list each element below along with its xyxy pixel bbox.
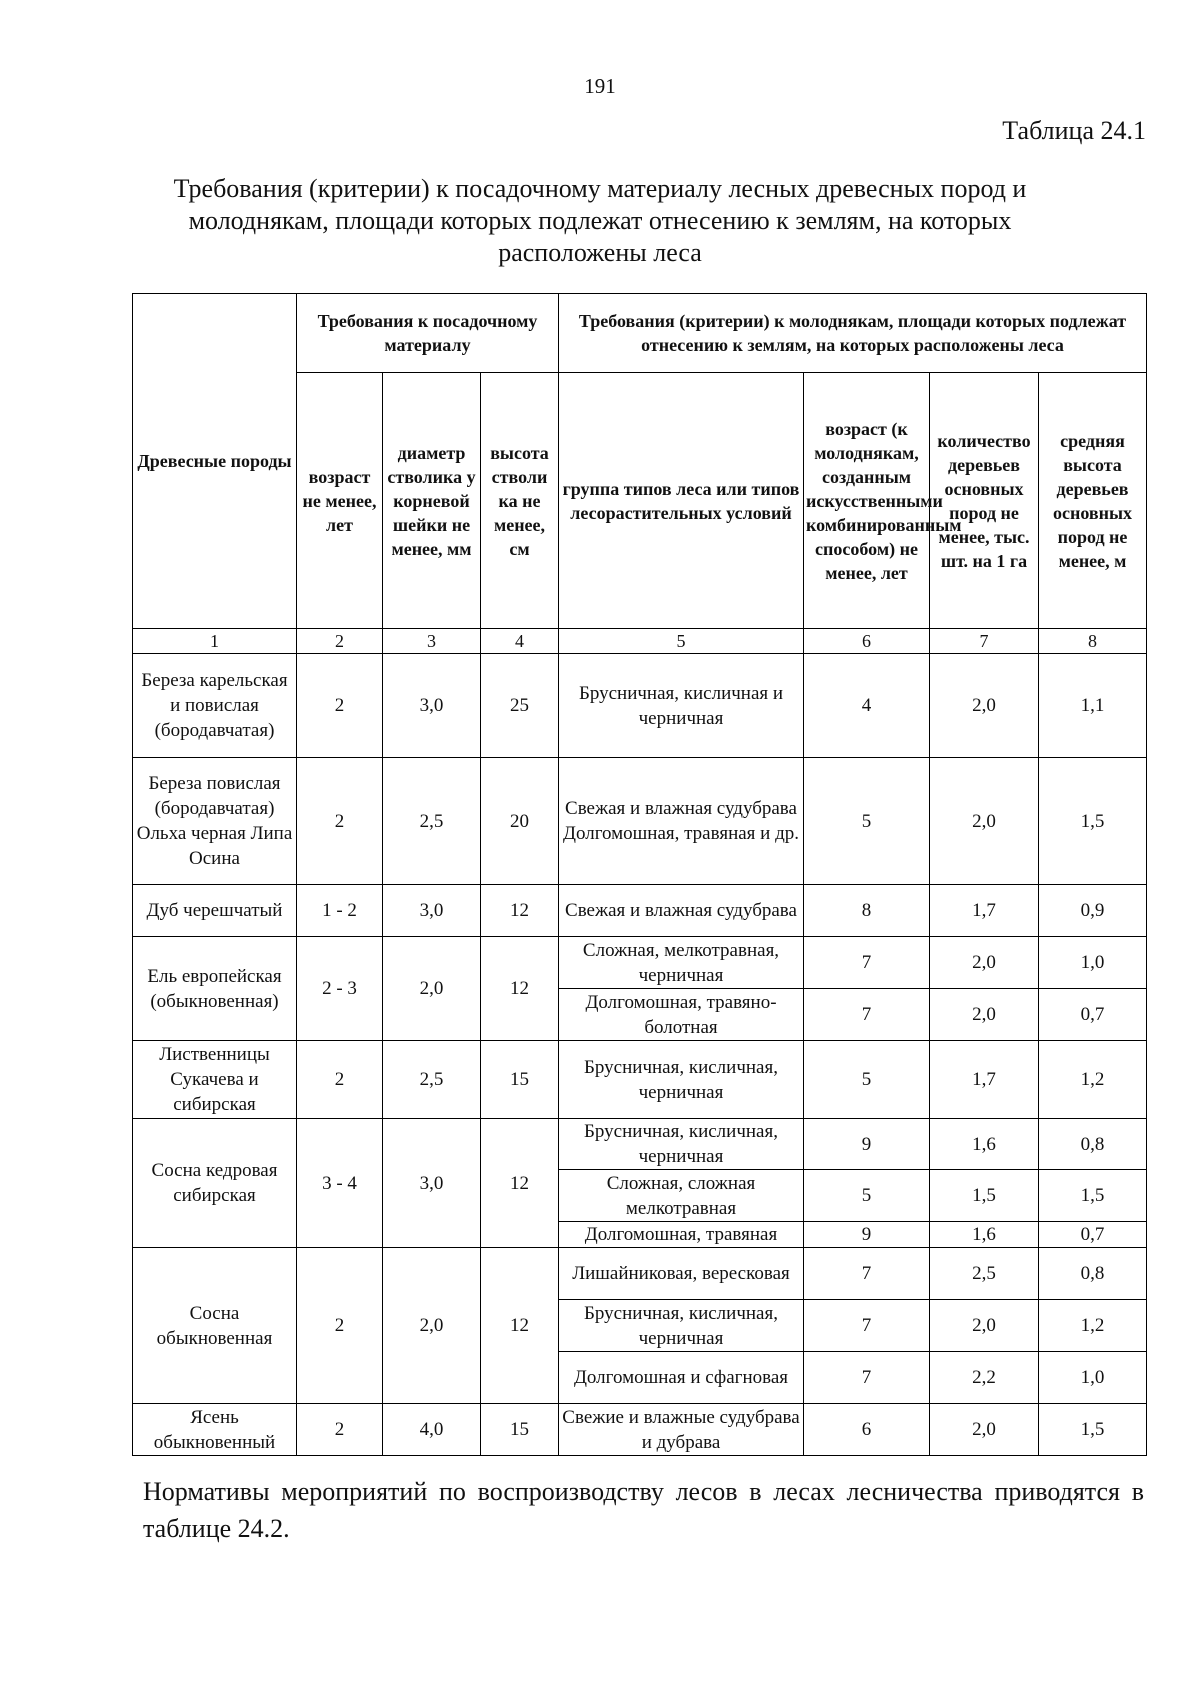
young-age-cell: 5 [804,1041,930,1119]
average-height-cell: 0,8 [1039,1248,1147,1300]
diameter-cell: 2,5 [383,758,481,885]
page-number: 191 [584,74,616,98]
average-height-cell: 1,5 [1039,1170,1147,1222]
young-age-cell: 7 [804,1248,930,1300]
table-head [133,294,1147,654]
header-height: высота стволи ка не менее, см [481,373,559,629]
tree-count-cell: 2,0 [930,937,1039,989]
height-cell: 12 [481,937,559,1041]
average-height-cell: 1,1 [1039,654,1147,758]
forest-type-cell: Долгомошная, травяная [559,1222,804,1248]
tree-count-cell: 1,6 [930,1119,1039,1170]
tree-count-cell: 2,0 [930,989,1039,1041]
young-age-cell: 7 [804,937,930,989]
young-age-cell: 6 [804,1404,930,1456]
forest-type-cell: Долгомошная, травяно-болотная [559,989,804,1041]
average-height-cell: 1,2 [1039,1300,1147,1352]
average-height-cell: 1,0 [1039,937,1147,989]
tree-count-cell: 1,5 [930,1170,1039,1222]
column-number: 4 [481,629,559,654]
average-height-cell: 0,7 [1039,989,1147,1041]
young-age-cell: 5 [804,1170,930,1222]
header-planting-material: Требования к посадочному материалу [297,294,559,373]
column-number: 8 [1039,629,1147,654]
species-cell: Береза повислая (бородавчатая) Ольха черная Липа Осина [133,758,297,885]
header-diameter: диаметр стволика у корневой шейки не менее, мм [383,373,481,629]
header-average-height: средняя высота деревьев основных пород не менее, м [1039,373,1147,629]
table-row [133,1119,1147,1170]
average-height-cell: 1,0 [1039,1352,1147,1404]
species-cell: Дуб черешчатый [133,885,297,937]
average-height-cell: 0,8 [1039,1119,1147,1170]
forest-type-cell: Свежие и влажные судубрава и дубрава [559,1404,804,1456]
age-cell: 2 [297,1404,383,1456]
tree-count-cell: 2,0 [930,758,1039,885]
average-height-cell: 1,2 [1039,1041,1147,1119]
forest-type-cell: Брусничная, кисличная, черничная [559,1119,804,1170]
height-cell: 12 [481,1248,559,1404]
table-caption: Требования (критерии) к посадочному материалу лесных древесных пород и молоднякам, площади которых подлежат отнесению к землям, на которых расположены леса [173,174,1027,267]
column-number: 5 [559,629,804,654]
age-cell: 2 [297,1041,383,1119]
diameter-cell: 2,5 [383,1041,481,1119]
species-cell: Береза карельская и повислая (бородавчатая) [133,654,297,758]
column-number: 6 [804,629,930,654]
header-young-stands: Требования (критерии) к молоднякам, площади которых подлежат отнесению к землям, на которых расположены леса [559,294,1147,373]
forest-type-cell: Свежая и влажная судубрава Долгомошная, травяная и др. [559,758,804,885]
age-cell: 2 - 3 [297,937,383,1041]
forest-type-cell: Сложная, сложная мелкотравная [559,1170,804,1222]
height-cell: 12 [481,1119,559,1248]
table-row [133,1404,1147,1456]
young-age-cell: 8 [804,885,930,937]
diameter-cell: 3,0 [383,885,481,937]
height-cell: 15 [481,1404,559,1456]
forest-type-cell: Брусничная, кисличная и черничная [559,654,804,758]
diameter-cell: 3,0 [383,654,481,758]
tree-count-cell: 1,6 [930,1222,1039,1248]
table-body [133,654,1147,1456]
height-cell: 25 [481,654,559,758]
age-cell: 2 [297,654,383,758]
forest-type-cell: Свежая и влажная судубрава [559,885,804,937]
average-height-cell: 1,5 [1039,1404,1147,1456]
table-row [133,937,1147,989]
species-cell: Лиственницы Сукачева и сибирская [133,1041,297,1119]
tree-count-cell: 2,5 [930,1248,1039,1300]
table-row [133,758,1147,885]
young-age-cell: 7 [804,1352,930,1404]
tree-count-cell: 1,7 [930,1041,1039,1119]
species-cell: Ель европейская (обыкновенная) [133,937,297,1041]
average-height-cell: 0,9 [1039,885,1147,937]
table-row [133,885,1147,937]
age-cell: 1 - 2 [297,885,383,937]
table-row [133,654,1147,758]
table-label: Таблица 24.1 [1002,116,1146,145]
column-number: 7 [930,629,1039,654]
header-age: возраст не менее, лет [297,373,383,629]
column-number: 1 [133,629,297,654]
average-height-cell: 1,5 [1039,758,1147,885]
age-cell: 2 [297,1248,383,1404]
tree-count-cell: 1,7 [930,885,1039,937]
young-age-cell: 4 [804,654,930,758]
young-age-cell: 9 [804,1119,930,1170]
tree-count-cell: 2,0 [930,1300,1039,1352]
tree-count-cell: 2,2 [930,1352,1039,1404]
young-age-cell: 7 [804,1300,930,1352]
tree-count-cell: 2,0 [930,654,1039,758]
forest-type-cell: Сложная, мелкотравная, черничная [559,937,804,989]
height-cell: 12 [481,885,559,937]
young-age-cell: 9 [804,1222,930,1248]
forest-type-cell: Брусничная, кисличная, черничная [559,1300,804,1352]
young-age-cell: 7 [804,989,930,1041]
forest-type-cell: Долгомошная и сфагновая [559,1352,804,1404]
forest-type-cell: Лишайниковая, вересковая [559,1248,804,1300]
column-number: 2 [297,629,383,654]
young-age-cell: 5 [804,758,930,885]
header-tree-count: количество деревьев основных пород не менее, тыс. шт. на 1 га [930,373,1039,629]
age-cell: 3 - 4 [297,1119,383,1248]
age-cell: 2 [297,758,383,885]
diameter-cell: 3,0 [383,1119,481,1248]
species-cell: Сосна кедровая сибирская [133,1119,297,1248]
forest-type-cell: Брусничная, кисличная, черничная [559,1041,804,1119]
header-species: Древесные породы [133,294,297,629]
diameter-cell: 2,0 [383,1248,481,1404]
header-young-age: возраст (к молоднякам, созданным искусственными комбинированным способом) не менее, лет [804,373,930,629]
height-cell: 20 [481,758,559,885]
diameter-cell: 4,0 [383,1404,481,1456]
footer-paragraph: Нормативы мероприятий по воспроизводству лесов в лесах лесничества приводятся в таблице 24.2. [143,1477,1144,1543]
requirements-table [132,293,1147,1456]
table-row [133,1041,1147,1119]
column-number: 3 [383,629,481,654]
diameter-cell: 2,0 [383,937,481,1041]
tree-count-cell: 2,0 [930,1404,1039,1456]
species-cell: Сосна обыкновенная [133,1248,297,1404]
average-height-cell: 0,7 [1039,1222,1147,1248]
species-cell: Ясень обыкновенный [133,1404,297,1456]
table-row [133,1248,1147,1300]
header-forest-type: группа типов леса или типов лесорастительных условий [559,373,804,629]
height-cell: 15 [481,1041,559,1119]
